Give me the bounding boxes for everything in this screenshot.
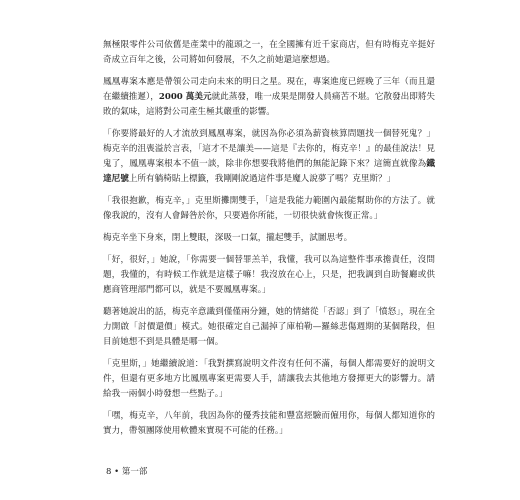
paragraph: 無極限零件公司依舊是產業中的龍頭之一，在全國擁有近千家商店，但有時梅克辛挺好奇成立百年之後，公司將如何發展，不久之前她還這麼想過。 <box>103 40 435 65</box>
text-run: 鳳凰專案本應是帶領公司走向未來的明日之星。現在，專案進度已經晚了三年（而且還在繼續推遲）， <box>103 77 435 102</box>
text-run: 就此蒸發，唯一成果是開發人員痛苦不堪。它散發出即將失敗的氣味，這將對公司產生極其嚴重的影響。 <box>103 92 436 117</box>
bold-term: 鐵達尼號 <box>103 159 435 184</box>
paragraph: 「克里斯，」她繼續說道：「我對撰寫說明文件沒有任何不滿，每個人都需要好的說明文件，但還有更多地方比鳳凰專案更需要人手，請讓我去其他地方發揮更大的影響力。請給我一兩個小時發想一些點子。」 <box>103 359 435 399</box>
bold-term: 2000 萬美元 <box>158 92 212 102</box>
paragraph-text <box>103 77 435 117</box>
paragraph <box>103 75 435 120</box>
paragraph: 「好，很好，」她說，「你需要一個替罪羔羊，我懂，我可以為這整件事承擔責任，沒問題，我懂的，有時候工作就是這樣子嘛！我沒放在心上，只是，把我調到自助餐廳或供應商管理部門都可以，就是不要鳳凰專案。」 <box>103 255 435 295</box>
paragraph: 梅克辛坐下身來，閉上雙眼，深吸一口氣，攏起雙手，試圖思考。 <box>103 233 353 243</box>
paragraph-text <box>103 129 435 184</box>
text-run: 「你要將最好的人才流放到鳳凰專案，就因為你必須為薪資核算問題找一個替死鬼？」梅克辛的沮喪溢於言表，「這才不是讓美——這是『去你的，梅克辛！』的最佳說法！見鬼了，鳳凰專案根本不值一談，除非你想要我將他們的無能記錄下來？這簡直就像為 <box>103 129 435 169</box>
page-number: 8 <box>106 467 112 477</box>
paragraph <box>103 127 435 187</box>
paragraph: 「我很抱歉，梅克辛，」克里斯攤開雙手，「這是我能力範圍內最能幫助你的方法了。就像我說的，沒有人會歸咎於你，只要過你所能，一切很快就會恢復正常。」 <box>103 196 435 221</box>
page-footer <box>106 465 147 477</box>
text-run: 上所有躺椅貼上標籤，我剛剛說過這件事是魔人說夢了嗎？克里斯？」 <box>128 174 396 184</box>
footer-separator: • <box>114 467 120 477</box>
paragraph: 「嘿，梅克辛，八年前，我因為你的優秀技能和豐富經驗而僱用你，每個人都知道你的實力，帶領團隊使用軟體來實現不可能的任務。」 <box>103 411 435 436</box>
part-label: 第一部 <box>121 467 148 477</box>
paragraph: 聽著她說出的話，梅克辛意識到僅僅兩分鐘，她的情緒從「否認」到了「憤怒」，現在全力開啟「討價還價」模式。她很確定自己漏掉了庫柏勒—羅絲悲傷週期的某個階段，但目前她想不到是具體是哪一個。 <box>103 307 435 347</box>
page-body <box>103 38 435 446</box>
